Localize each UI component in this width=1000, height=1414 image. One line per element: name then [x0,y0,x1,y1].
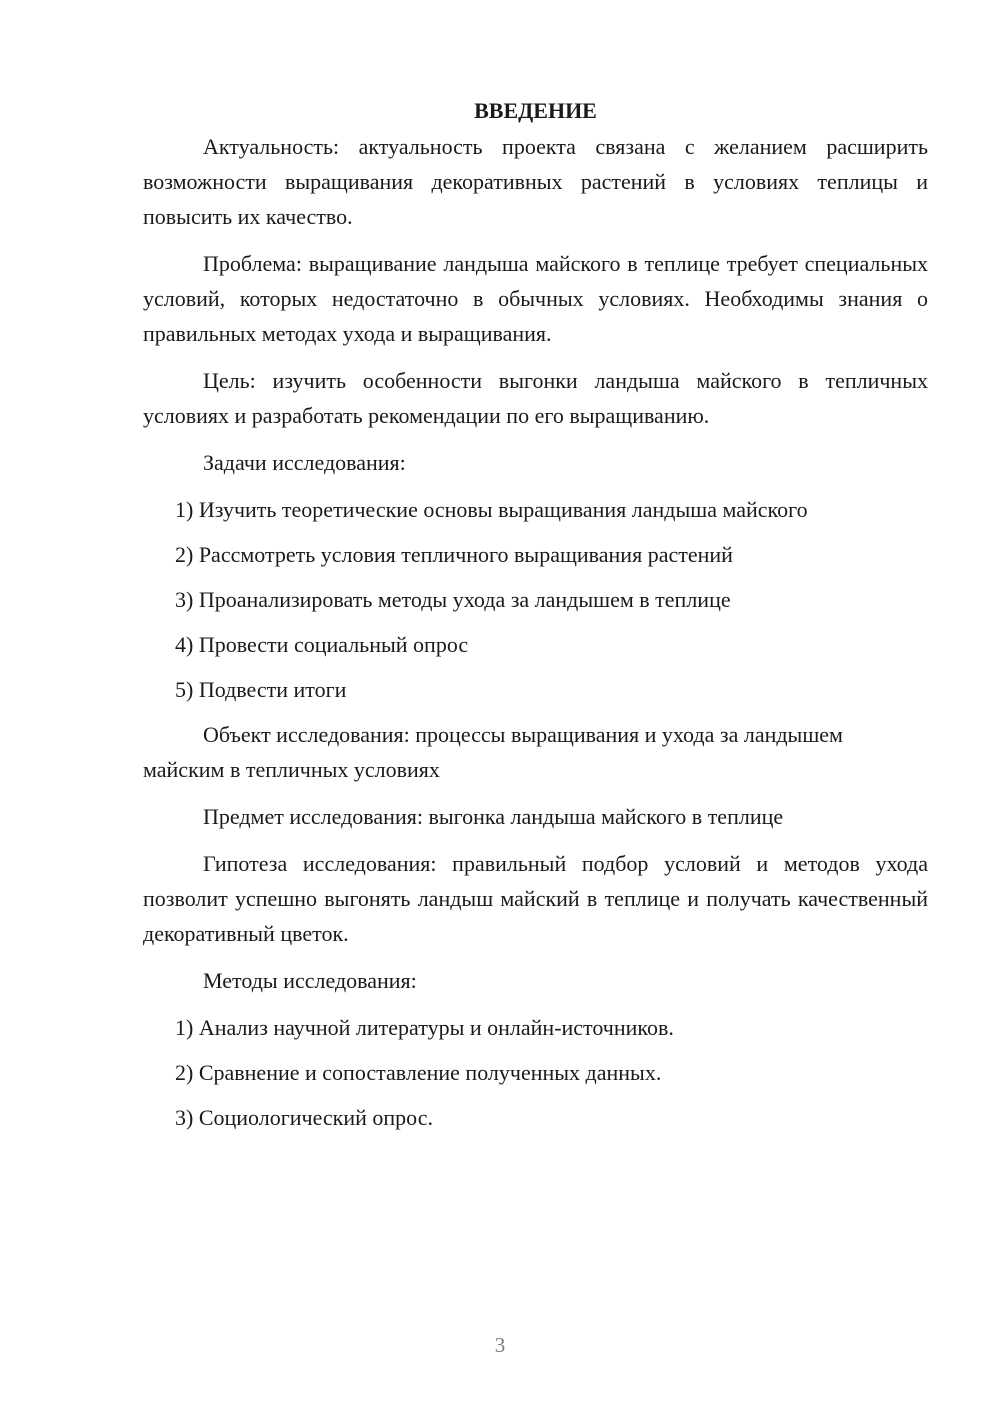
methods-title: Методы исследования: [203,968,417,993]
section-heading: ВВЕДЕНИЕ [474,98,597,123]
goal-paragraph: Цель: изучить особенности выгонки ландыша майского в тепличных условиях и разработать рекомендации по его выращиванию. [143,368,928,428]
relevance-paragraph: Актуальность: актуальность проекта связана с желанием расширить возможности выращивания декоративных растений в условиях теплицы и повысить их качество. [143,134,928,229]
object-paragraph: Объект исследования: процессы выращивания и ухода за ландышем майским в тепличных условиях [143,722,843,782]
task-item: 1) Изучить теоретические основы выращивания ландыша майского [175,497,808,522]
method-item: 3) Социологический опрос. [175,1105,433,1130]
hypothesis-paragraph: Гипотеза исследования: правильный подбор условий и методов ухода позволит успешно выгонять ландыш майский в теплице и получать качественный декоративный цветок. [143,851,928,946]
method-item: 2) Сравнение и сопоставление полученных данных. [175,1060,662,1085]
problem-paragraph: Проблема: выращивание ландыша майского в теплице требует специальных условий, которых недостаточно в обычных условиях. Необходимы знания о правильных методах ухода и выращивания. [143,251,928,346]
page-content [143,93,928,1145]
task-item: 5) Подвести итоги [175,677,347,702]
subject-paragraph: Предмет исследования: выгонка ландыша майского в теплице [203,804,784,829]
task-item: 3) Проанализировать методы ухода за ландышем в теплице [175,587,731,612]
page-number: 3 [494,1333,506,1357]
task-item: 4) Провести социальный опрос [175,632,469,657]
method-item: 1) Анализ научной литературы и онлайн-источников. [175,1015,674,1040]
tasks-title: Задачи исследования: [203,450,406,475]
task-item: 2) Рассмотреть условия тепличного выращивания растений [175,542,733,567]
